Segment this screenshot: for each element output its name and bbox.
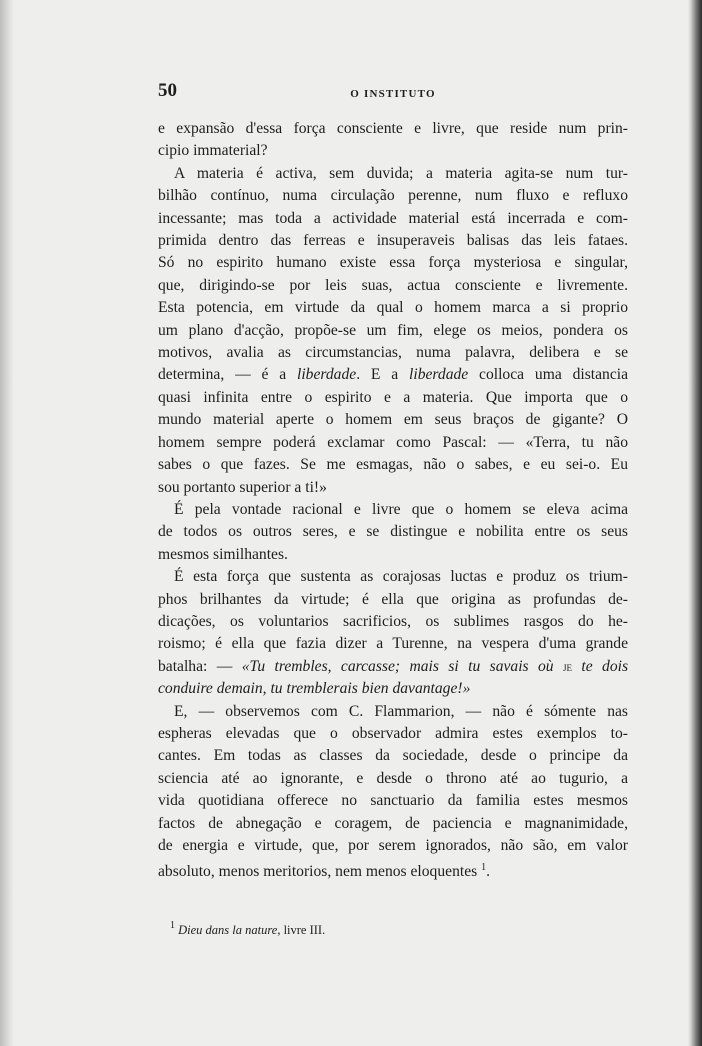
text-line: de todos os outros seres, e se distingue e nobilita entre os seus <box>158 523 628 541</box>
text-line: primida dentro das ferreas e insuperaveis balisas das leis fataes. <box>158 232 628 250</box>
page-edge-right <box>688 0 702 1046</box>
quote-text: conduire demain, tu tremblerais bien davantage!» <box>158 680 471 698</box>
text-line: dicações, os voluntarios sacrificios, os sublimes rasgos do he- <box>158 612 628 630</box>
text-line <box>158 857 628 883</box>
text-run: . E a <box>356 366 410 384</box>
text-line: É esta força que sustenta as corajosas luctas e produz os trium- <box>174 568 628 586</box>
text-line: e expansão d'essa força consciente e livre, que reside num prin- <box>158 120 628 137</box>
text-line <box>158 678 628 700</box>
paragraph <box>158 118 628 163</box>
text-line: factos de abnegação e coragem, de paciencia e magnanimidade, <box>158 814 628 832</box>
text-line: sciencia até ao ignorante, e desde o throno até ao tugurio, a <box>158 769 628 787</box>
running-title: O INSTITUTO <box>350 88 436 100</box>
text-line: espheras elevadas que o observador admira estes exemplos to- <box>158 724 628 742</box>
footnote-title: Dieu dans la nature <box>178 923 278 937</box>
page-number: 50 <box>158 80 177 101</box>
text-line: de energia e virtude, que, por serem ignorados, não são, em valor <box>158 837 628 854</box>
text-line: um plano d'acção, propõe-se um fim, elege os meios, pondera os <box>158 321 628 339</box>
paragraph <box>158 701 628 884</box>
text-line: que, dirigindo-se por leis suas, actua consciente e livremente. <box>158 276 628 294</box>
text-run: absoluto, menos meritorios, nem menos eloquentes <box>158 863 482 881</box>
footnote-mark: 1 <box>170 920 175 931</box>
text-line: quasi infinita entre o espirito e a materia. Que importa que o <box>158 388 628 406</box>
footnote-reference[interactable]: 1 <box>481 862 487 874</box>
text-line: mundo material aperte o homem em seus braços de gigante? O <box>158 411 628 429</box>
text-line: sou portanto superior a ti!» <box>158 478 327 496</box>
text-line: cipio immaterial? <box>158 142 268 160</box>
paragraph <box>158 499 628 566</box>
text-line: sabes o que fazes. Se me esmagas, não o sabes, e eu sei-o. Eu <box>158 456 628 474</box>
italic-term: liberdade <box>409 366 469 384</box>
body-text <box>158 118 628 884</box>
italic-term: liberdade <box>297 366 357 384</box>
quote-text: «Tu trembles, carcasse; mais si tu savais où <box>241 657 563 675</box>
paragraph <box>158 566 628 700</box>
page-edge-left <box>0 0 14 1046</box>
text-run: determina, — é a <box>158 366 297 384</box>
quote-text: te dois <box>572 657 629 675</box>
text-line: mesmos similhantes. <box>158 545 288 563</box>
text-line: homem sempre poderá exclamar como Pascal: — «Terra, tu não <box>158 433 628 451</box>
text-line: phos brilhantes da virtude; é ella que origina as profundas de- <box>158 590 628 608</box>
text-run: batalha: — <box>158 657 242 675</box>
page-header <box>158 80 628 106</box>
text-line: Só no espirito humano existe essa força mysteriosa e singular, <box>158 254 628 272</box>
text-line: bilhão contínuo, numa circulação perenne, num fluxo e refluxo <box>158 187 628 205</box>
text-line: E, — observemos com C. Flammarion, — não é sómente nas <box>174 702 628 720</box>
text-line: cantes. Em todas as classes da sociedade, desde o principe da <box>158 747 628 765</box>
text-run: colloca uma distancia <box>468 366 628 384</box>
text-line <box>158 364 628 386</box>
text-run: . <box>486 863 490 881</box>
text-line: motivos, avalia as circumstancias, numa palavra, delibera e se <box>158 344 628 362</box>
text-line: roismo; é ella que fazia dizer a Turenne, na vespera d'uma grande <box>158 635 628 653</box>
paragraph <box>158 163 628 499</box>
text-line: É pela vontade racional e livre que o homem se eleva acima <box>174 500 628 518</box>
footnote <box>170 920 610 938</box>
footnote-text: , livre III. <box>277 923 326 937</box>
quote-small-caps: je <box>563 658 572 674</box>
text-line: incessante; mas toda a actividade material está incerrada e com- <box>158 209 628 227</box>
text-line: A materia é activa, sem duvida; a materia agita-se num tur- <box>174 164 628 182</box>
text-line: vida quotidiana offerece no sanctuario da familia estes mesmos <box>158 792 628 810</box>
text-line: Esta potencia, em virtude da qual o homem marca a si proprio <box>158 299 628 317</box>
text-line <box>158 656 628 678</box>
